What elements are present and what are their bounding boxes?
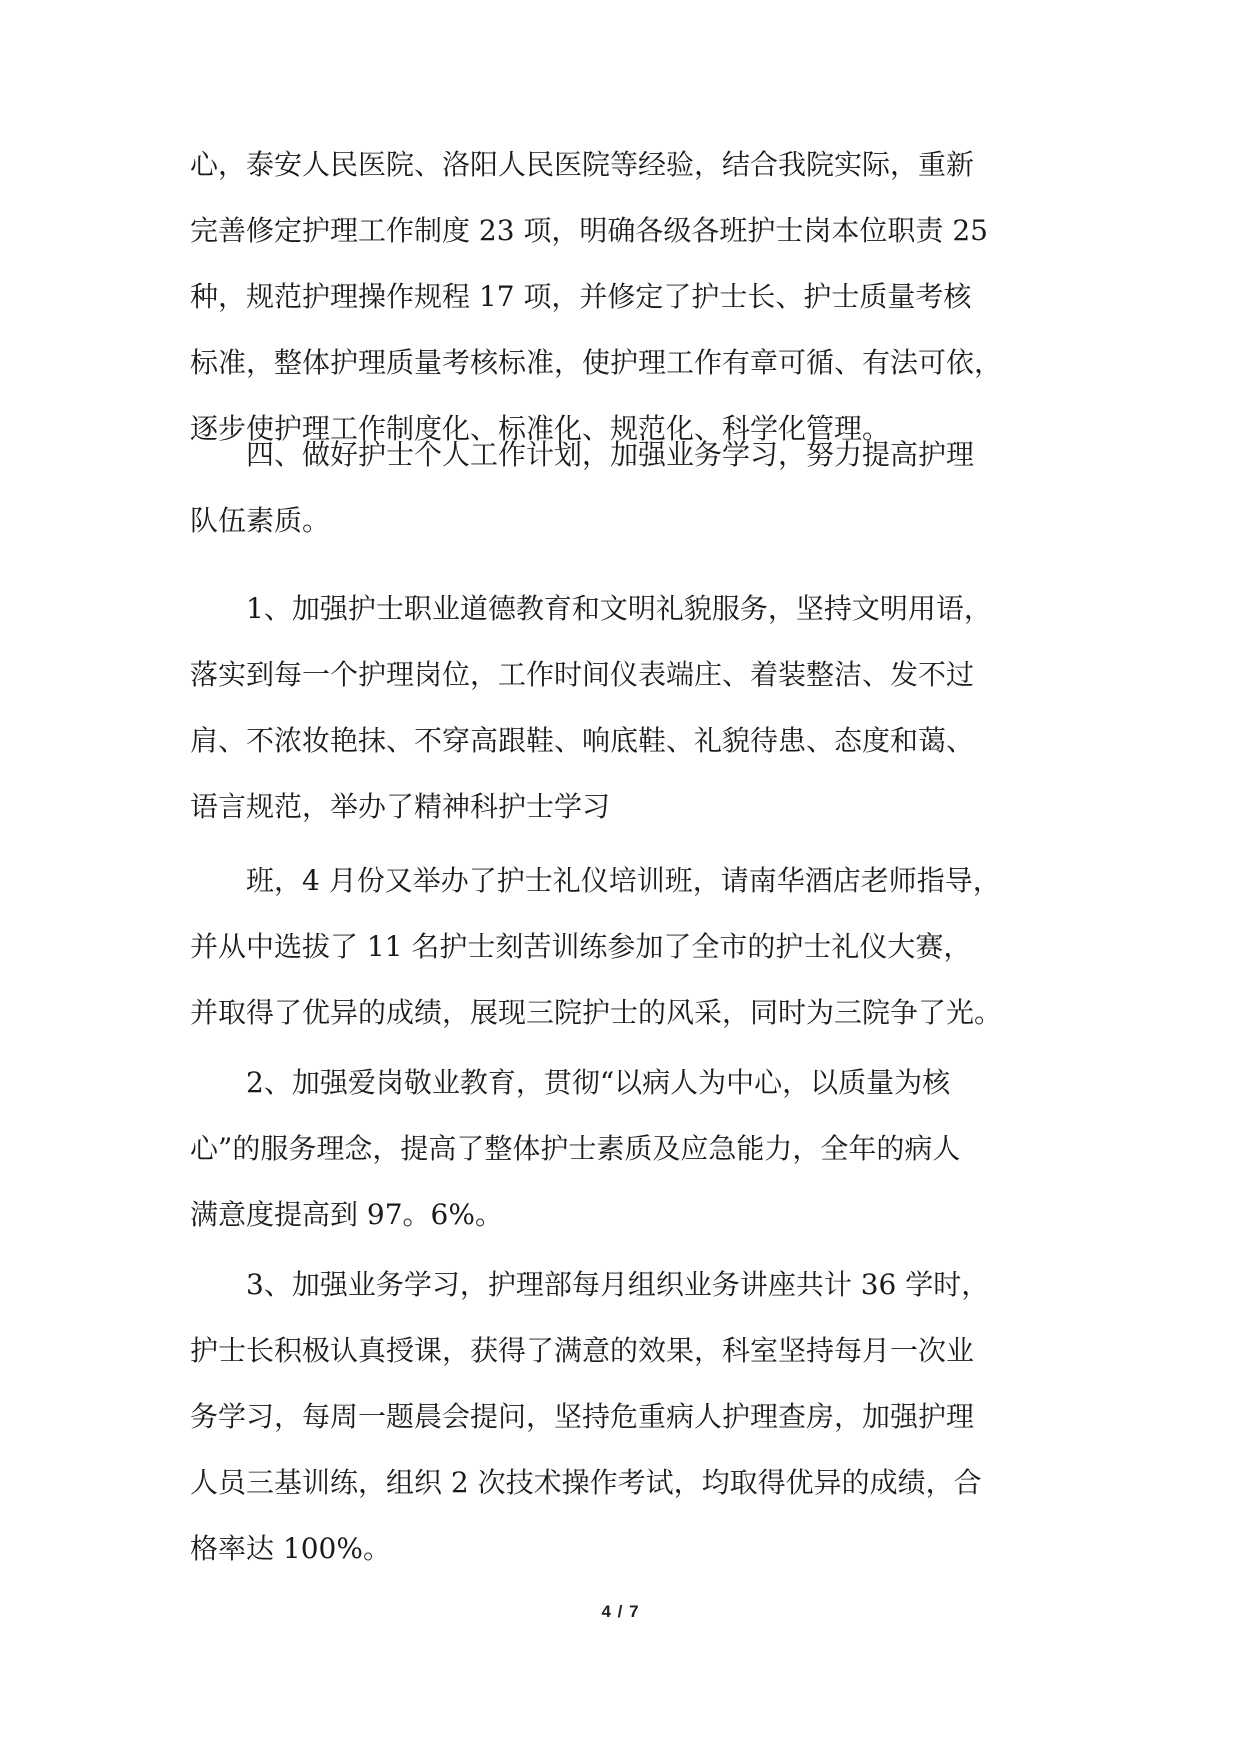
text-line: 2、加强爱岗敬业教育，贯彻“以病人为中心，以质量为核 — [246, 1066, 951, 1099]
page-number: 4 / 7 — [601, 1602, 640, 1621]
text-line: 3、加强业务学习，护理部每月组织业务讲座共计 36 学时， — [246, 1268, 990, 1301]
text-line: 班，4 月份又举办了护士礼仪培训班，请南华酒店老师指导， — [246, 864, 1001, 897]
text-line: 队伍素质。 — [190, 504, 331, 537]
text-line: 满意度提高到 97。6%。 — [190, 1198, 503, 1231]
text-line: 逐步使护理工作制度化、标准化、规范化、科学化管理。 — [190, 412, 891, 445]
paragraph-continuation — [190, 132, 1060, 462]
text-line: 完善修定护理工作制度 23 项，明确各级各班护士岗本位职责 25 — [190, 214, 988, 247]
text-line: 肩、不浓妆艳抹、不穿高跟鞋、响底鞋、礼貌待患、态度和蔼、 — [190, 724, 975, 757]
paragraph-item-1 — [190, 576, 1060, 840]
text-line: 落实到每一个护理岗位，工作时间仪表端庄、着装整洁、发不过 — [190, 658, 975, 691]
text-line: 标准，整体护理质量考核标准，使护理工作有章可循、有法可依， — [190, 346, 1003, 379]
text-line: 1、加强护士职业道德教育和文明礼貌服务，坚持文明用语， — [246, 592, 992, 625]
paragraph-item-1-continued — [190, 848, 1060, 1046]
text-line: 务学习，每周一题晨会提问，坚持危重病人护理查房，加强护理 — [190, 1400, 975, 1433]
text-line: 心，泰安人民医院、洛阳人民医院等经验，结合我院实际，重新 — [190, 148, 975, 181]
text-line: 四、做好护士个人工作计划，加强业务学习，努力提高护理 — [246, 438, 975, 471]
text-line: 格率达 100%。 — [190, 1532, 391, 1565]
paragraph-item-2 — [190, 1050, 1060, 1248]
text-line: 护士长积极认真授课，获得了满意的效果，科室坚持每月一次业 — [190, 1334, 975, 1367]
text-line: 并取得了优异的成绩，展现三院护士的风采，同时为三院争了光。 — [190, 996, 1003, 1029]
text-line: 心”的服务理念，提高了整体护士素质及应急能力，全年的病人 — [190, 1132, 961, 1165]
text-line: 人员三基训练，组织 2 次技术操作考试，均取得优异的成绩，合 — [190, 1466, 982, 1499]
text-line: 种，规范护理操作规程 17 项，并修定了护士长、护士质量考核 — [190, 280, 972, 313]
text-line: 语言规范，举办了精神科护士学习 — [190, 790, 611, 823]
paragraph-item-3 — [190, 1252, 1060, 1582]
paragraph-section-four — [190, 422, 1060, 554]
text-line: 并从中选拔了 11 名护士刻苦训练参加了全市的护士礼仪大赛， — [190, 930, 972, 963]
